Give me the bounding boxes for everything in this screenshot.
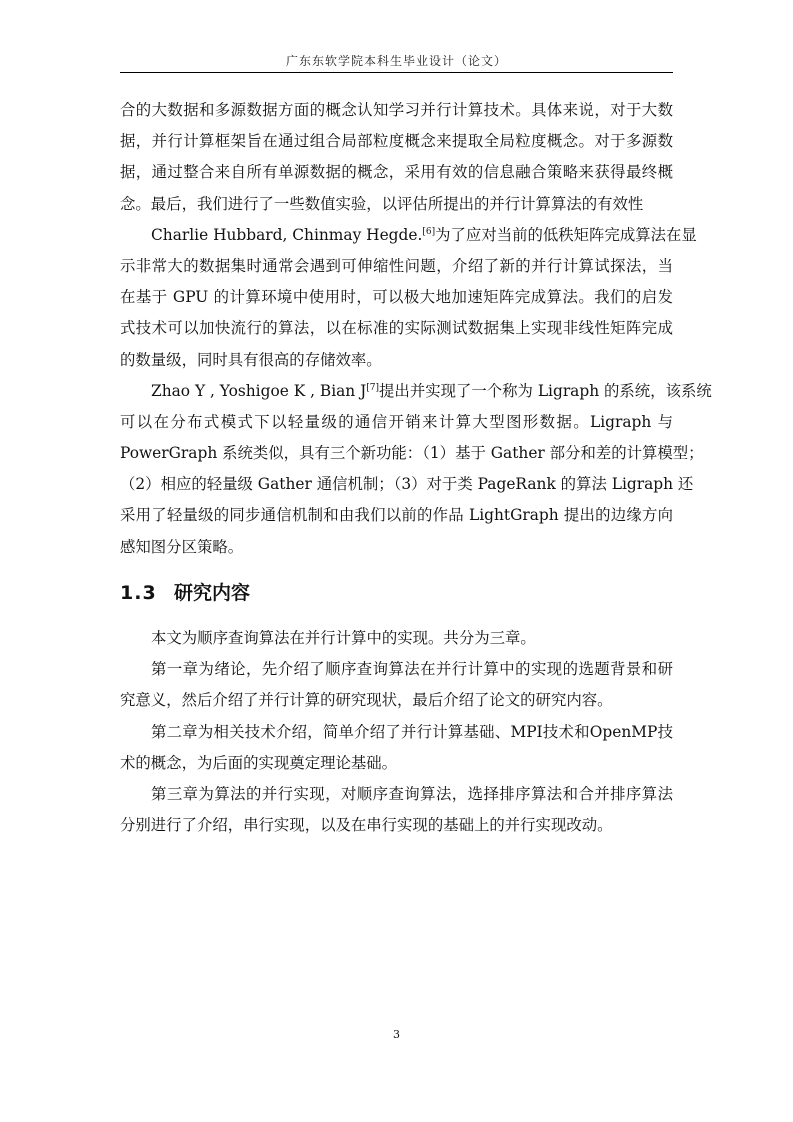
body-text-top [120, 95, 712, 563]
paragraph-line: PowerGraph 系统类似，具有三个新功能：（1）基于 Gather 部分和差的计算模型； [120, 444, 704, 463]
paragraph-line: 第一章为绪论，先介绍了顺序查询算法在并行计算中的实现的选题背景和研 [151, 660, 673, 679]
section-heading [120, 578, 250, 608]
section-number: 1.3 [120, 582, 157, 604]
paragraph-line: 的数量级，同时具有很高的存储效率。 [120, 350, 382, 369]
paragraph-line: 合的大数据和多源数据方面的概念认知学习并行计算技术。具体来说，对于大数 [120, 101, 673, 119]
body-text-section [120, 623, 673, 841]
citation-text: 为了应对当前的低秩矩阵完成算法在显 [435, 225, 697, 244]
paragraph-line: 在基于 GPU 的计算环境中使用时，可以极大地加速矩阵完成算法。我们的启发 [120, 288, 673, 307]
paragraph-line: 采用了轻量级的同步通信机制和由我们以前的作品 LightGraph 提出的边缘方向 [120, 506, 673, 525]
paragraph-line: 第二章为相关技术介绍，简单介绍了并行计算基础、MPI技术和OpenMP技 [151, 722, 673, 741]
header-rule [120, 72, 673, 73]
paragraph-line: （2）相应的轻量级 Gather 通信机制；（3）对于类 PageRank 的算法 Ligraph 还 [120, 475, 694, 494]
paragraph-line: 示非常大的数据集时通常会遇到可伸缩性问题，介绍了新的并行计算试探法，当 [120, 256, 673, 275]
paragraph-line: 念。最后，我们进行了一些数值实验，以评估所提出的并行计算算法的有效性 [120, 194, 644, 213]
paragraph-line: 据，并行计算框架旨在通过组合局部粒度概念来提取全局粒度概念。对于多源数 [120, 132, 673, 151]
paragraph-line-cited [120, 376, 712, 407]
paragraph-line: 本文为顺序查询算法在并行计算中的实现。共分为三章。 [151, 629, 536, 647]
paragraph-line: 据，通过整合来自所有单源数据的概念，采用有效的信息融合策略来获得最终概 [120, 163, 673, 182]
paragraph-line-cited [120, 220, 697, 251]
paragraph-line: 究意义，然后介绍了并行计算的研究现状，最后介绍了论文的研究内容。 [120, 691, 613, 710]
paragraph-line: 术的概念，为后面的实现奠定理论基础。 [120, 753, 398, 772]
paragraph-line: 式技术可以加快流行的算法，以在标准的实际测试数据集上实现非线性矩阵完成 [120, 319, 673, 338]
paragraph-line: 第三章为算法的并行实现，对顺序查询算法，选择排序算法和合并排序算法 [151, 784, 673, 803]
citation-text: 提出并实现了一个称为 Ligraph 的系统，该系统 [379, 381, 712, 400]
citation-ref: [7] [366, 382, 380, 393]
paragraph-line: 可以在分布式模式下以轻量级的通信开销来计算大型图形数据。Ligraph 与 [120, 412, 673, 431]
citation-ref: [6] [422, 226, 436, 237]
citation-authors: Zhao Y , Yoshigoe K , Bian J [151, 381, 367, 400]
paragraph-line: 分别进行了介绍，串行实现，以及在串行实现的基础上的并行实现改动。 [120, 816, 613, 835]
page-number: 3 [393, 1028, 400, 1041]
running-header: 广东东软学院本科生毕业设计（论文） [285, 54, 507, 68]
section-title: 研究内容 [174, 582, 251, 604]
paragraph-line: 感知图分区策略。 [120, 537, 244, 556]
citation-authors: Charlie Hubbard, Chinmay Hegde. [151, 225, 423, 244]
